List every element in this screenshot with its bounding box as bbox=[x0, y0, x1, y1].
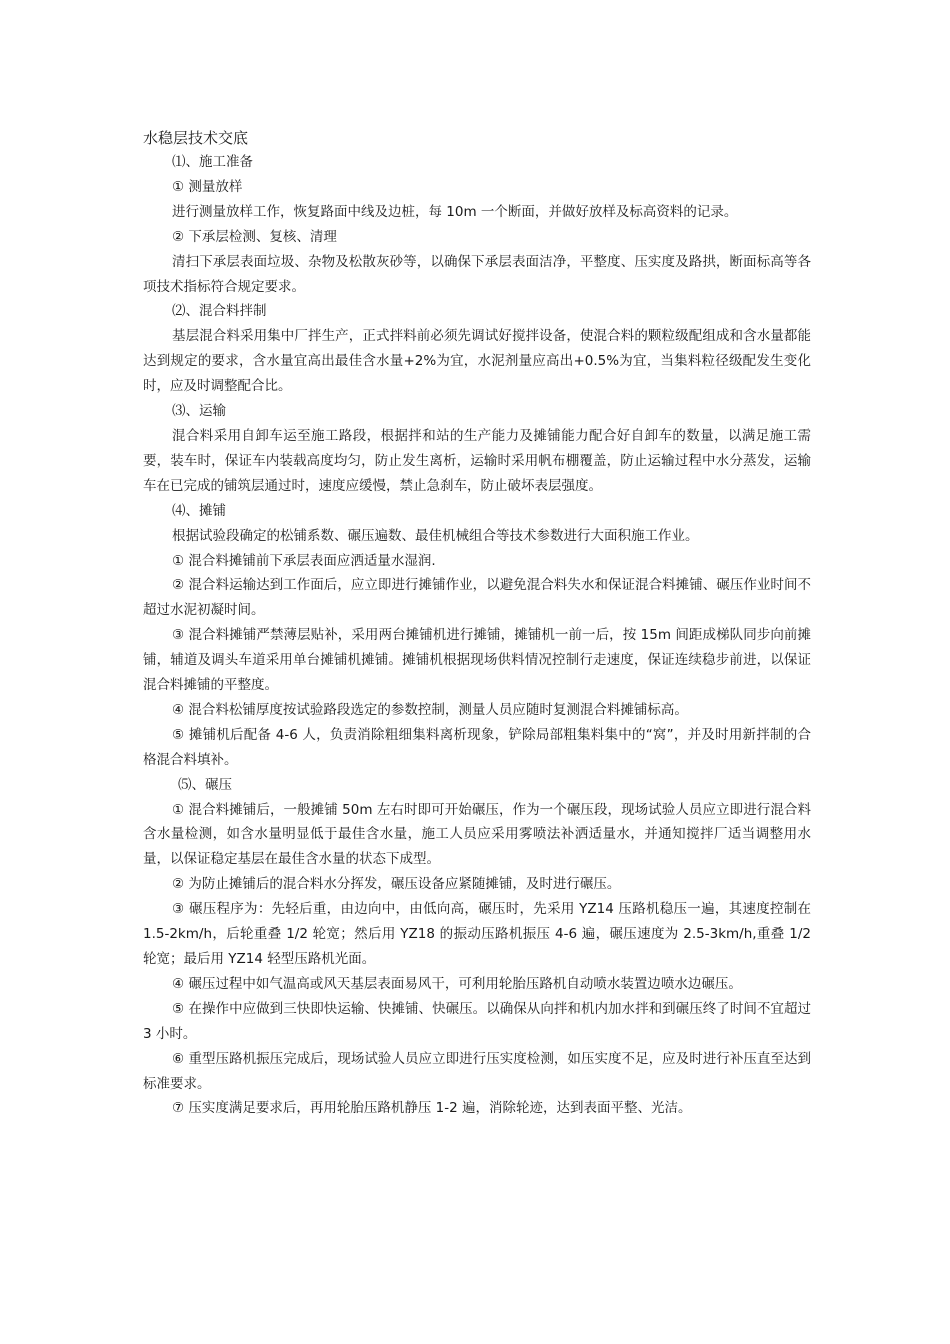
list-item: ② 混合料运输达到工作面后，应立即进行摊铺作业，以避免混合料失水和保证混合料摊铺、碾压作业时间不超过水泥初凝时间。 bbox=[143, 577, 811, 619]
section-heading: ⑸、碾压 bbox=[178, 776, 232, 793]
section-heading: ⑵、混合料拌制 bbox=[172, 303, 267, 320]
list-item: ⑤ 在操作中应做到三快即快运输、快摊铺、快碾压。以确保从向拌和机内加水拌和到碾压终了时间不宜超过 3 小时。 bbox=[143, 1000, 811, 1042]
list-item: ⑤ 摊铺机后配备 4-6 人，负责消除粗细集料离析现象，铲除局部粗集料集中的“窝”，并及时用新拌制的合格混合料填补。 bbox=[143, 726, 811, 768]
list-item: ① 混合料摊铺后，一般摊铺 50m 左右时即可开始碾压，作为一个碾压段，现场试验人员应立即进行混合料含水量检测，如含水量明显低于最佳含水量，施工人员应采用雾喷法补洒适量水，并通知搅拌厂适当调整用水量，以保证稳定基层在最佳含水量的状态下成型。 bbox=[143, 801, 811, 868]
paragraph: 进行测量放样工作，恢复路面中线及边桩，每 10m 一个断面，并做好放样及标高资料的记录。 bbox=[172, 203, 738, 220]
section-heading: ⑶、运输 bbox=[172, 403, 226, 420]
section-heading: ⑴、施工准备 bbox=[172, 154, 253, 170]
document-title: 水稳层技术交底 bbox=[143, 129, 249, 147]
list-item: ③ 碾压程序为：先轻后重，由边向中，由低向高，碾压时，先采用 YZ14 压路机稳压一遍，其速度控制在 1.5-2km/h，后轮重叠 1/2 轮宽；然后用 YZ18 的振动压路机振压 4-6 遍，碾压速度为 2.5-3km/h,重叠 1/2 轮宽；最后用 YZ14 轻型压路机光面。 bbox=[143, 901, 811, 967]
list-item: ③ 混合料摊铺严禁薄层贴补，采用两台摊铺机进行摊铺，摊铺机一前一后，按 15m 间距成梯队同步向前摊铺，辅道及调头车道采用单台摊铺机摊铺。摊铺机根据现场供料情况控制行走速度，保证连续稳步前进，以保证混合料摊铺的平整度。 bbox=[143, 627, 811, 694]
paragraph: 清扫下承层表面垃圾、杂物及松散灰砂等，以确保下承层表面洁净，平整度、压实度及路拱，断面标高等各项技术指标符合规定要求。 bbox=[143, 253, 811, 295]
list-item: ④ 碾压过程中如气温高或风天基层表面易风干，可利用轮胎压路机自动喷水装置边喷水边碾压。 bbox=[172, 975, 742, 992]
paragraph: 根据试验段确定的松铺系数、碾压遍数、最佳机械组合等技术参数进行大面积施工作业。 bbox=[172, 527, 699, 544]
document-body bbox=[143, 126, 811, 1121]
subsection-heading: ① 测量放样 bbox=[172, 178, 243, 195]
list-item: ① 混合料摊铺前下承层表面应洒适量水湿润. bbox=[172, 552, 436, 569]
paragraph: 基层混合料采用集中厂拌生产，正式拌料前必须先调试好搅拌设备，使混合料的颗粒级配组成和含水量都能达到规定的要求，含水量宜高出最佳含水量+2%为宜，水泥剂量应高出+0.5%为宜，当集料粒径级配发生变化时，应及时调整配合比。 bbox=[143, 328, 811, 395]
section-heading: ⑷、摊铺 bbox=[172, 502, 226, 519]
subsection-heading: ② 下承层检测、复核、清理 bbox=[172, 228, 337, 245]
list-item: ② 为防止摊铺后的混合料水分挥发，碾压设备应紧随摊铺，及时进行碾压。 bbox=[172, 876, 621, 893]
list-item: ⑥ 重型压路机振压完成后，现场试验人员应立即进行压实度检测，如压实度不足，应及时进行补压直至达到标准要求。 bbox=[143, 1050, 811, 1092]
list-item: ④ 混合料松铺厚度按试验路段选定的参数控制，测量人员应随时复测混合料摊铺标高。 bbox=[172, 701, 688, 718]
paragraph: 混合料采用自卸车运至施工路段，根据拌和站的生产能力及摊铺能力配合好自卸车的数量，以满足施工需要，装车时，保证车内装载高度均匀，防止发生离析，运输时采用帆布棚覆盖，防止运输过程中水分蒸发，运输车在已完成的铺筑层通过时，速度应缓慢，禁止急刹车，防止破坏表层强度。 bbox=[143, 427, 811, 494]
list-item: ⑦ 压实度满足要求后，再用轮胎压路机静压 1-2 遍，消除轮迹，达到表面平整、光洁。 bbox=[172, 1100, 692, 1117]
